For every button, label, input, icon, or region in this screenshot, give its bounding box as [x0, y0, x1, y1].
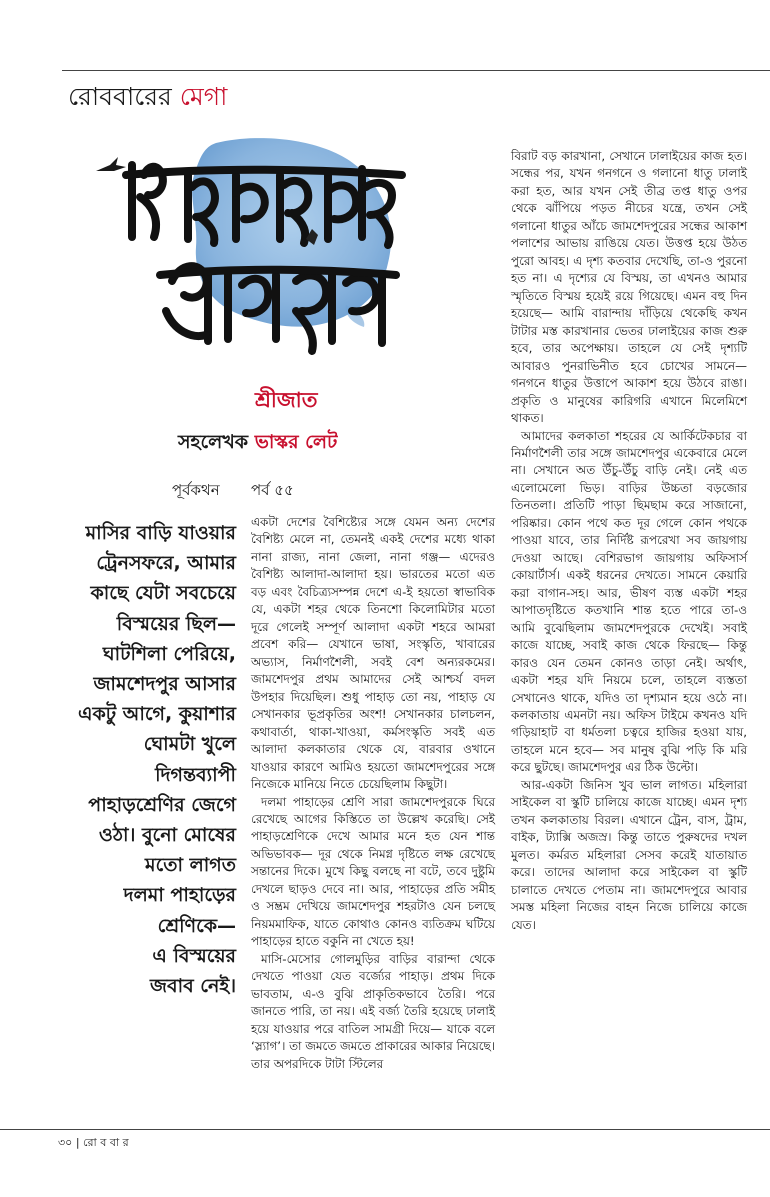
pull-quote-line: মাসির বাড়ি যাওয়ার [85, 522, 236, 544]
swallow-icon [96, 157, 126, 171]
episode-label: পর্ব ৫৫ [251, 481, 294, 499]
pull-quote-line: জবাব নেই। [150, 975, 236, 998]
previously-label: পূর্বকথন [172, 481, 220, 499]
pull-quote-line: পাহাড়শ্রেণির জেগে [88, 793, 236, 816]
body-paragraph: আমাদের কলকাতা শহরের যে আর্কিটেকচার বা নির্মাণশৈলী তার সঙ্গে জামশেদপুর একেবারে মেলে না। সেখানে অত উঁচু-উঁচু বাড়ি নেই। নেই এত এলোমেলো ভিড়। বাড়ির উচ্চতা বড়জোর তিনতলা। প্রতিটি পাড়া ছিমছাম করে সাজানো, পরিষ্কার। কোন পথে কত দূর গেলে কোন পথকে পাওয়া যাবে, তার নির্দিষ্ট রূপরেখা সব জায়গায় দেওয়া আছে। বেশিরভাগ জায়গায় অফিসার্স কোয়ার্টার্স। একই ধরনের দেখতে। সামনে কেয়ারি করা বাগান-সহ। আর, ভীষণ ব্যস্ত একটা শহর আপাতদৃষ্টিতে কতখানি শান্ত হতে পারে তা-ও আমি বুঝেছিলাম জামশেদপুরকে দেখেই। সবাই কাজে যাচ্ছে, সবাই কাজ থেকে ফিরছে— কিন্তু কারও যেন তেমন কোনও তাড়া নেই। অর্থাৎ, একটা শহর যদি নিয়মে চলে, তাহলে ব্যস্ততা সেখানেও থাকে, যদিও তা দৃশ্যমান হয়ে ওঠে না। কলকাতায় এমনটা নয়। অফিস টাইমে কখনও যদি গড়িয়াহাট বা ধর্মতলা চত্বরে হাজির হওয়া যায়, তাহলে মনে হবে— সব মানুষ বুঝি পড়ি কি মরি করে ছুটছে। জামশেদপুর এর ঠিক উল্টো। [511, 428, 747, 775]
pull-quote-line: একটু আগে, কুয়াশার [78, 703, 236, 726]
pull-quote [60, 518, 236, 1001]
body-paragraph: মাসি-মেসোর গোলমুড়ির বাড়ির বারান্দা থেকে দেখতে পাওয়া যেত বর্জ্যের পাহাড়। প্রথম দিকে ভাবতাম, এ-ও বুঝি প্রাকৃতিকভাবে তৈরি। পরে জানতে পারি, তা নয়। এই বর্জ্য তৈরি হয়েছে ঢালাই হয়ে যাওয়ার পরে বাতিল সামগ্রী দিয়ে— যাকে বলে ‘স্ল্যাগ’। তা জমতে জমতে প্রাকারের আকার নিয়েছে। তার অপরদিকে টাটা স্টিলের [251, 951, 495, 1071]
pull-quote-line: কাছে যেটা সবচেয়ে [90, 582, 236, 605]
pull-quote-line: ঘোমটা খুলে [143, 733, 236, 756]
pull-quote-line: ওঠা। বুনো মোষের [98, 824, 236, 847]
bottom-rule [0, 1129, 770, 1130]
pull-quote-line: এ বিস্ময়ের [152, 944, 236, 967]
series-header [68, 80, 227, 114]
body-paragraph: বিরাট বড় কারখানা, সেখানে ঢালাইয়ের কাজ হত। সন্ধের পর, যখন গনগনে ও গলানো ধাতু ঢালাই করা হত, আর যখন সেই তীব্র তপ্ত ধাতু ওপর থেকে ঝাঁপিয়ে পড়ত নীচের যন্ত্রে, তখন সেই গলানো ধাতুর আঁচে জামশেদপুরের সন্ধের আকাশ পলাশের আভায় রাঙিয়ে যেত। উত্তপ্ত হয়ে উঠত পুরো আবহ। এ দৃশ্য কতবার দেখেছি, তা-ও পুরনো হত না। এ দৃশ্যের যে বিস্ময়, তা এখনও আমার স্মৃতিতে বিস্ময় হয়েই রয়ে গিয়েছে। এমন বহু দিন হয়েছে— আমি বারান্দায় দাঁড়িয়ে থেকেছি কখন টাটার মস্ত কারখানার ভেতর ঢালাইয়ের কাজ শুরু হবে, তার অপেক্ষায়। তাহলে যে সেই দৃশ্যটি আবারও পুনরাভিনীত হবে চোখের সামনে— গনগনে ধাতুর উত্তাপে আকাশ হয়ে উঠবে রাঙা। প্রকৃতি ও মানুষের কারিগরি এখানে মিলেমিশে থাকত। [511, 149, 747, 426]
series-mega: মেগা [179, 82, 228, 111]
series-prefix: রোববারের [68, 82, 172, 111]
title-line-2 [160, 266, 396, 351]
author-name: শ্রীজাত [255, 388, 318, 412]
pull-quote-line: দিগন্তব্যাপী [155, 763, 236, 786]
body-column-middle [251, 514, 495, 1073]
pull-quote-line: বিস্ময়ের ছিল— [116, 612, 236, 635]
pull-quote-line: শ্রেণিকে— [157, 914, 236, 937]
pull-quote-line: জামশেদপুর আসার [93, 673, 236, 696]
coauthor-label: সহলেখক [178, 431, 249, 453]
pull-quote-line: ট্রেনসফরে, আমার [96, 552, 236, 575]
top-rule [62, 70, 770, 71]
body-paragraph: একটা দেশের বৈশিষ্ট্যের সঙ্গে যেমন অন্য দেশের বৈশিষ্ট্য মেলে না, তেমনই একই দেশের মধ্যে থাকা নানা রাজ্য, নানা জেলা, নানা গঞ্জ— এদেরও বৈশিষ্ট্য আলাদা-আলাদা হয়। ভারতের মতো এত বড় এবং বৈচিত্র্যসম্পন্ন দেশে এ-ই হয়তো স্বাভাবিক যে, একটা শহর থেকে তিনশো কিলোমিটার মতো দূরে গেলেই সম্পূর্ণ আলাদা একটা শহরে আমরা প্রবেশ করি— যেখানে ভাষা, সংস্কৃতি, খাবারের অভ্যাস, নির্মাণশৈলী, সবই বেশ অন্যরকমের। জামশেদপুর প্রথম আমাদের সেই আশ্চর্য বদল উপহার দিয়েছিল। শুধু পাহাড় তো নয়, পাহাড় যে সেখানকার ভূপ্রকৃতির অংশ! সেখানকার চালচলন, কথাবার্তা, থাকা-খাওয়া, কর্মসংস্কৃতি সবই এত আলাদা কলকাতার থেকে যে, বারবার ওখানে যাওয়ার কারণে আমিও হয়তো জামশেদপুরের সঙ্গে নিজেকে মানিয়ে নিতে চেয়েছিলাম কিছুটা। [251, 515, 495, 792]
body-paragraph: আর-একটা জিনিস খুব ভাল লাগত। মহিলারা সাইকেল বা স্কুটি চালিয়ে কাজে যাচ্ছে। এমন দৃশ্য তখন কলকাতায় বিরল। এখানে ট্রেন, বাস, ট্রাম, বাইক, ট্যাক্সি অজস্র। কিন্তু তাতে পুরুষদের দখল মুলত। কর্মরত মহিলারা সেসব করেই যাতায়াত করে। তাদের আলাদা করে সাইকেল বা স্কুটি চালাতে দেখতে পেতাম না। জামশেদপুরে আবার সমস্ত মহিলা নিজের বাহন নিজে চালিয়ে কাজে যেত। [511, 777, 747, 932]
body-paragraph: দলমা পাহাড়ের শ্রেণি সারা জামশেদপুরকে ঘিরে রেখেছে আগের কিস্তিতে তা উল্লেখ করেছি। সেই পাহাড়শ্রেণিকে দেখে আমার মনে হত যেন শান্ত অভিভাবক— দূর থেকে নিমগ্ন দৃষ্টিতে লক্ষ রেখেছে সন্তানের দিকে। মুখে কিছু বলছে না বটে, তবে দুষ্টুমি দেখলে ছাড়ও দেবে না। আর, পাহাড়ের প্রতি সমীহ ও সম্ভ্রম দেখিয়ে জামশেদপুর শহরটাও যেন চলছে নিয়মমাফিক, যাতে কোথাও কোনও ব্যতিক্রম ঘটিয়ে পাহাড়ের হাতে বকুনি না খেতে হয়! [251, 794, 495, 949]
page-footer [58, 1134, 129, 1153]
pull-quote-line: ঘাটশিলা পেরিয়ে, [102, 642, 236, 665]
pull-quote-line: মতো লাগত [145, 854, 236, 877]
title-art [96, 135, 430, 373]
footer-brand: রো ব বা র [83, 1136, 129, 1149]
footer-separator: | [75, 1136, 80, 1149]
pull-quote-line: দলমা পাহাড়ের [123, 884, 236, 907]
page-number: ৩০ [58, 1136, 73, 1149]
body-column-right [511, 148, 747, 934]
coauthor-line [178, 428, 337, 460]
coauthor-name: ভাস্কর লেট [254, 431, 338, 453]
